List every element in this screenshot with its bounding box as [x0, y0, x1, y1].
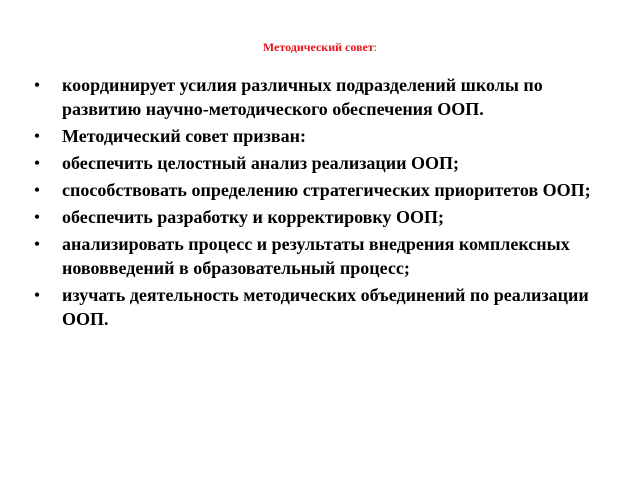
bullet-icon: • [33, 75, 41, 95]
list-item [0, 205, 640, 229]
list-item [0, 151, 640, 175]
list-item-text: изучать деятельность методических объединений по реализации ООП. [62, 285, 589, 329]
bullet-icon: • [33, 126, 41, 146]
list-item-text: обеспечить разработку и корректировку ООП; [62, 207, 444, 227]
list-item-text: Методический совет призван: [62, 126, 306, 146]
list-item [0, 124, 640, 148]
list-item-text: обеспечить целостный анализ реализации ООП; [62, 153, 460, 173]
bullet-list [0, 73, 640, 334]
bullet-icon: • [33, 153, 41, 173]
slide-title [0, 40, 640, 55]
bullet-icon: • [33, 285, 41, 305]
slide-title-text: Методический совет [262, 40, 374, 54]
list-item [0, 178, 640, 202]
list-item [0, 73, 640, 121]
list-item [0, 232, 640, 280]
list-item-text: способствовать определению стратегических приоритетов ООП; [62, 180, 591, 200]
bullet-icon: • [33, 207, 41, 227]
bullet-icon: • [33, 234, 41, 254]
list-item-text: координирует усилия различных подразделений школы по развитию научно-методического обеспечения ООП. [62, 75, 543, 119]
bullet-icon: • [33, 180, 41, 200]
list-item [0, 283, 640, 331]
slide-title-colon: : [373, 40, 378, 54]
list-item-text: анализировать процесс и результаты внедрения комплексных нововведений в образовательный процесс; [62, 234, 570, 278]
